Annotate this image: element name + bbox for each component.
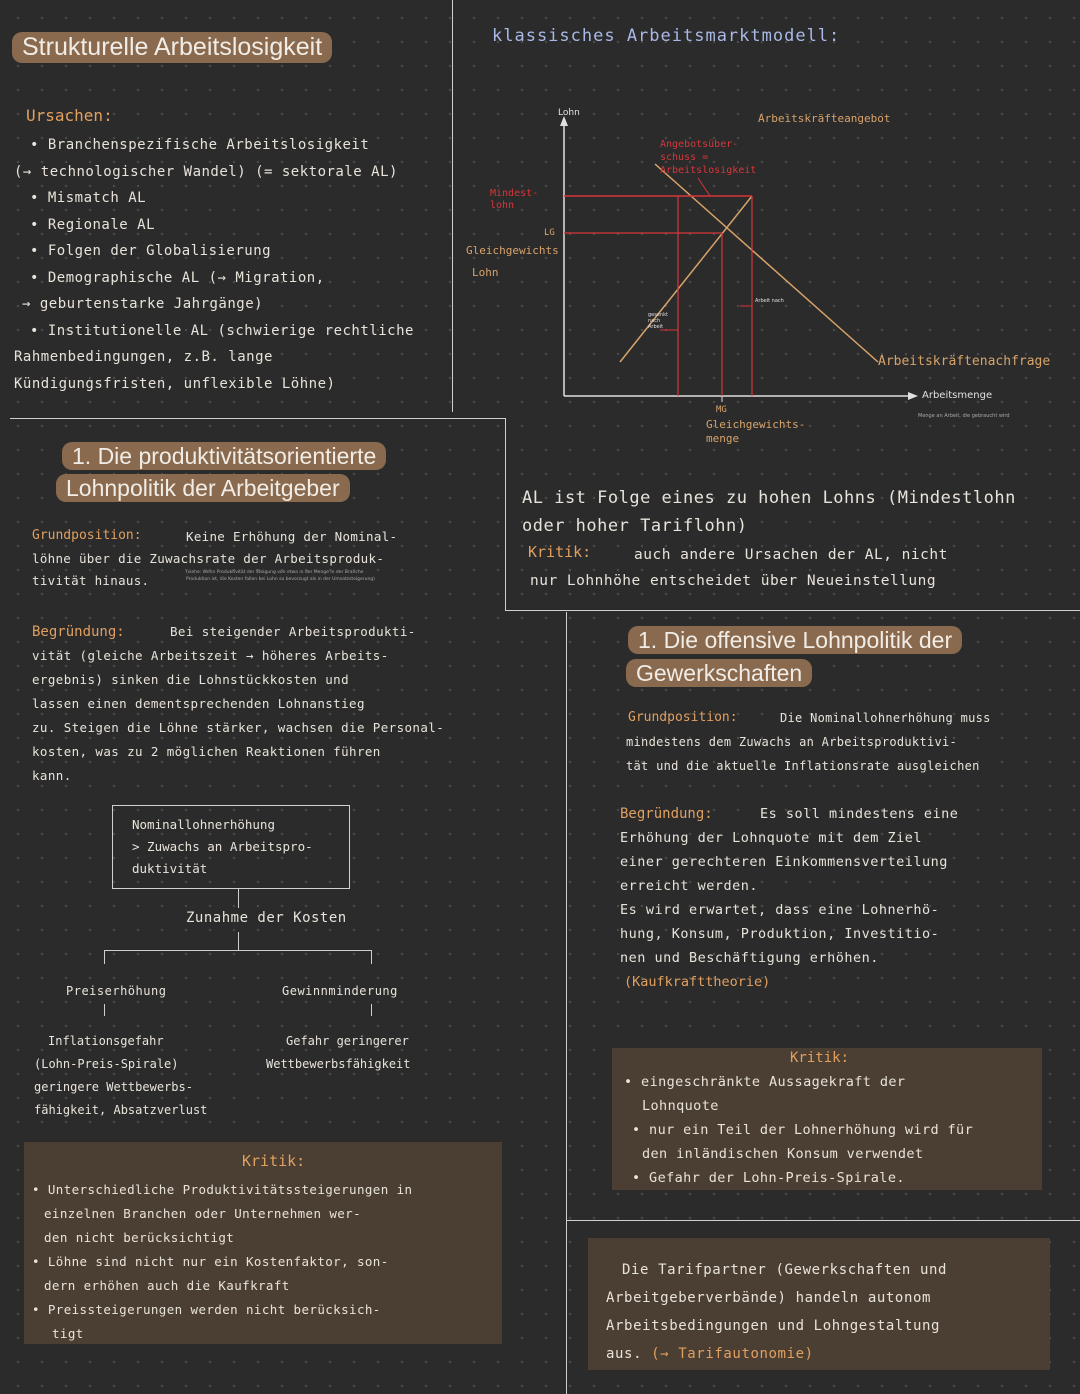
union-kritik-line: • Gefahr der Lohn-Preis-Spirale. bbox=[632, 1170, 905, 1186]
union-theory: (Kaufkrafttheorie) bbox=[624, 974, 771, 990]
employer-kritik-line: einzelnen Branchen oder Unternehmen wer- bbox=[44, 1206, 362, 1221]
employer-grund-small-line: (siehe: Wenn Produktivität der Steigung von etwa in der Menge in der Branche bbox=[186, 570, 364, 575]
surplus-line: Angebotsüber- bbox=[660, 139, 739, 150]
supply-label: Arbeitskräfteangebot bbox=[758, 112, 891, 125]
eq-wage-line: Gleichgewichts bbox=[466, 244, 559, 257]
employer-kritik-line: tigt bbox=[52, 1326, 84, 1341]
divider-vertical-mid bbox=[505, 418, 506, 610]
flow-left-result-line: Inflationsgefahr bbox=[48, 1034, 164, 1048]
union-begr-line: erreicht werden. bbox=[620, 878, 759, 894]
flow-connector-mid bbox=[238, 932, 239, 950]
y-axis-label: Lohn bbox=[558, 108, 580, 118]
cause-line: • Regionale AL bbox=[30, 216, 156, 233]
union-begr-line: Es wird erwartet, dass eine Lohnerhö- bbox=[620, 902, 940, 918]
flow-left-arrow bbox=[104, 1004, 105, 1016]
cause-line: • Mismatch AL bbox=[30, 190, 147, 206]
union-grund-line: mindestens dem Zuwachs an Arbeitsproduktivi- bbox=[626, 735, 958, 749]
employer-kritik-text bbox=[32, 1178, 412, 1346]
employer-begr-line: kann. bbox=[32, 768, 72, 783]
tarif-line bbox=[606, 1340, 947, 1368]
employer-begr-text bbox=[32, 620, 444, 788]
employer-kritik-line: • Preissteigerungen werden nicht berücksich- bbox=[32, 1302, 381, 1317]
tiny-label-left bbox=[648, 312, 668, 330]
structural-title: Strukturelle Arbeitslosigkeit bbox=[12, 32, 332, 63]
union-kritik-text bbox=[624, 1070, 973, 1190]
structural-causes bbox=[14, 132, 414, 397]
tiny-line: nach bbox=[648, 318, 661, 324]
union-begr-line: hung, Konsum, Produktion, Investitio- bbox=[620, 926, 940, 942]
demand-curve bbox=[655, 164, 878, 362]
al-kritik-text bbox=[530, 542, 948, 594]
employer-kritik-line: • Unterschiedliche Produktivitätssteigerungen in bbox=[32, 1182, 413, 1197]
tarif-accent: (→ Tarifautonomie) bbox=[651, 1346, 814, 1362]
flow-mid: Zunahme der Kosten bbox=[186, 910, 347, 926]
flow-right-result-line: Wettbewerbsfähigkeit bbox=[266, 1057, 411, 1071]
demand-label: Arbeitskräftenachfrage bbox=[878, 354, 1051, 369]
employer-kritik-line: dern erhöhen auch die Kaufkraft bbox=[44, 1278, 290, 1293]
tiny-line: Arbeit bbox=[648, 324, 664, 330]
union-begr-line: nen und Beschäftigung erhöhen. bbox=[620, 950, 879, 966]
employer-begr-line: kosten, was zu 2 möglichen Reaktionen führen bbox=[32, 744, 381, 759]
union-begr-line: einer gerechteren Einkommensverteilung bbox=[620, 854, 948, 870]
cause-line: • Branchenspezifische Arbeitslosigkeit bbox=[30, 137, 370, 153]
union-kritik-line: den inländischen Konsum verwendet bbox=[642, 1146, 924, 1162]
union-kritik-line: • nur ein Teil der Lohnerhöhung wird für bbox=[632, 1122, 974, 1138]
employer-grund-label: Grundposition: bbox=[32, 528, 142, 543]
tarif-line: Arbeitsbedingungen und Lohngestaltung bbox=[606, 1318, 941, 1334]
divider-horizontal-right bbox=[505, 610, 1080, 611]
surplus-arrow bbox=[698, 178, 710, 196]
union-grund-label: Grundposition: bbox=[628, 710, 738, 725]
al-kritik-label: Kritik: bbox=[528, 543, 592, 561]
flow-left-result-line: (Lohn-Preis-Spirale) bbox=[34, 1057, 179, 1071]
cause-line: → geburtenstarke Jahrgänge) bbox=[22, 296, 264, 312]
employer-begr-line: vität (gleiche Arbeitszeit → höheres Arbeits- bbox=[32, 648, 389, 663]
tarif-line: Die Tarifpartner (Gewerkschaften und bbox=[622, 1262, 948, 1278]
union-grund-text bbox=[626, 706, 991, 778]
eq-qty-line: Gleichgewichts- bbox=[706, 418, 806, 431]
tiny-label-axis: Menge an Arbeit, die gebraucht wird bbox=[918, 413, 1010, 419]
min-wage-label bbox=[490, 188, 538, 212]
union-kritik-line: Lohnquote bbox=[642, 1098, 719, 1114]
flow-box-line: Nominallohnerhöhung bbox=[132, 817, 275, 832]
flow-left-result-line: geringere Wettbewerbs- bbox=[34, 1080, 193, 1094]
flow-left-result-line: fähigkeit, Absatzverlust bbox=[34, 1103, 208, 1117]
union-begr-line: Erhöhung der Lohnquote mit dem Ziel bbox=[620, 830, 922, 846]
cause-line: • Demographische AL (→ Migration, bbox=[30, 269, 325, 286]
cause-line: Kündigungsfristen, unflexible Löhne) bbox=[14, 375, 336, 392]
employer-grund-line: Keine Erhöhung der Nominal- bbox=[186, 529, 398, 544]
flow-right-arrow bbox=[371, 1004, 372, 1016]
al-text bbox=[522, 484, 1016, 540]
employer-kritik-line: den nicht berücksichtigt bbox=[44, 1230, 235, 1245]
flow-branch bbox=[104, 950, 372, 951]
surplus-line: schuss = bbox=[660, 152, 709, 163]
eq-wage-line: Lohn bbox=[472, 266, 499, 279]
cause-line: • Institutionelle AL (schwierige rechtliche bbox=[30, 322, 414, 339]
divider-vertical-right bbox=[566, 612, 567, 1394]
employer-title-2: Lohnpolitik der Arbeitgeber bbox=[56, 474, 350, 502]
al-line: oder hoher Tariflohn) bbox=[522, 516, 748, 536]
flow-left-result bbox=[34, 1030, 207, 1122]
flow-branch-right bbox=[371, 950, 372, 964]
min-wage-line: lohn bbox=[490, 200, 515, 211]
employer-begr-line: ergebnis) sinken die Lohnstückkosten und bbox=[32, 672, 350, 687]
divider-horizontal-bottom-right bbox=[566, 1220, 1080, 1221]
flow-connector-top bbox=[238, 888, 239, 908]
flow-box-line: > Zuwachs an Arbeitspro- bbox=[132, 839, 313, 854]
tarif-line: Arbeitgeberverbände) handeln autonom bbox=[606, 1290, 932, 1306]
flow-right-result bbox=[266, 1030, 411, 1076]
tiny-line: gesenkt bbox=[648, 312, 668, 318]
al-kritik-line: auch andere Ursachen der AL, nicht bbox=[634, 547, 948, 563]
flow-branch-left bbox=[104, 950, 105, 964]
employer-grund-line: löhne über die Zuwachsrate der Arbeitsproduk- bbox=[32, 551, 385, 566]
employer-begr-line: Bei steigender Arbeitsprodukti- bbox=[170, 624, 416, 639]
surplus-line: Arbeitslosigkeit bbox=[660, 165, 757, 176]
al-line: AL ist Folge eines zu hohen Lohns (Mindestlohn bbox=[522, 488, 1016, 508]
employer-begr-line: lassen einen dementsprechenden Lohnanstieg bbox=[32, 696, 365, 711]
surplus-label bbox=[660, 138, 756, 177]
model-title: klassisches Arbeitsmarktmodell: bbox=[492, 26, 841, 46]
structural-heading: Ursachen: bbox=[26, 106, 113, 125]
union-begr-text bbox=[620, 802, 958, 970]
tiny-label-right: Arbeit nach bbox=[755, 298, 784, 304]
flow-right: Gewinnminderung bbox=[282, 984, 398, 998]
mg-label: MG bbox=[716, 405, 727, 415]
union-grund-line: tät und die aktuelle Inflationsrate ausgleichen bbox=[626, 759, 980, 773]
union-kritik-title: Kritik: bbox=[790, 1050, 850, 1066]
union-grund-line: Die Nominallohnerhöhung muss bbox=[780, 711, 991, 725]
flow-right-result-line: Gefahr geringerer bbox=[286, 1034, 409, 1048]
union-kritik-line: • eingeschränkte Aussagekraft der bbox=[624, 1074, 906, 1090]
employer-grund-line: tivität hinaus. bbox=[32, 573, 150, 588]
union-title-2: Gewerkschaften bbox=[626, 659, 812, 687]
cause-line: Rahmenbedingungen, z.B. lange bbox=[14, 349, 273, 365]
employer-grund-small bbox=[186, 569, 375, 583]
lg-label: LG bbox=[544, 228, 555, 238]
union-begr-line: Es soll mindestens eine bbox=[760, 806, 959, 822]
cause-line: (→ technologischer Wandel) (= sektorale AL) bbox=[14, 163, 398, 180]
cause-line: • Folgen der Globalisierung bbox=[30, 243, 272, 259]
tarif-last-line: aus. bbox=[606, 1346, 643, 1362]
employer-kritik-title: Kritik: bbox=[242, 1152, 306, 1170]
flow-box-line: duktivität bbox=[132, 861, 208, 876]
divider-horizontal-left bbox=[10, 418, 506, 419]
eq-wage-label bbox=[466, 240, 559, 284]
tarif-text bbox=[606, 1256, 947, 1368]
supply-curve bbox=[620, 196, 752, 362]
employer-begr-label: Begründung: bbox=[32, 624, 125, 640]
union-begr-label: Begründung: bbox=[620, 806, 713, 822]
al-kritik-line: nur Lohnhöhe entscheidet über Neueinstellung bbox=[530, 573, 937, 589]
flow-box-text bbox=[132, 814, 313, 880]
employer-begr-line: zu. Steigen die Löhne stärker, wachsen die Personal- bbox=[32, 720, 445, 735]
employer-kritik-line: • Löhne sind nicht nur ein Kostenfaktor, son- bbox=[32, 1254, 389, 1269]
x-axis-arrow bbox=[908, 392, 918, 400]
employer-grund-small-line: Produktion ist, die Kosten fallen bei Lohn so bevorzugt als in der Umsatzsteigerung) bbox=[186, 577, 375, 582]
flow-left: Preiserhöhung bbox=[66, 984, 167, 998]
min-wage-line: Mindest- bbox=[490, 188, 539, 199]
eq-qty-label bbox=[706, 418, 805, 446]
eq-qty-line: menge bbox=[706, 432, 740, 445]
union-title-1: 1. Die offensive Lohnpolitik der bbox=[628, 626, 962, 654]
divider-vertical-top bbox=[452, 0, 453, 412]
employer-title-1: 1. Die produktivitätsorientierte bbox=[62, 442, 386, 470]
x-axis-label: Arbeitsmenge bbox=[922, 390, 993, 401]
